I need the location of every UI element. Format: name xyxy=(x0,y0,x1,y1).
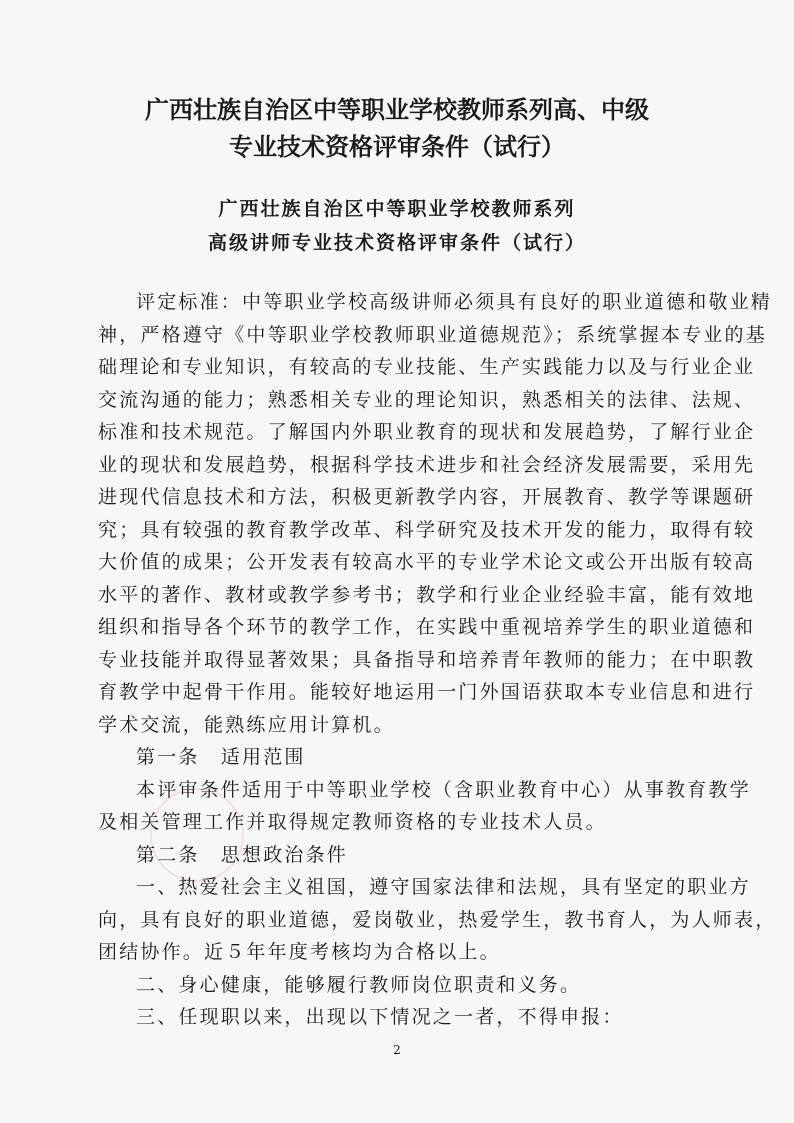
article-heading: 第一条 适用范围 xyxy=(136,746,306,768)
body-line: 学术交流，能熟练应用计算机。 xyxy=(98,713,395,736)
body-line: 三、任现职以来，出现以下情况之一者，不得申报： xyxy=(136,1006,624,1028)
body-line: 标准和技术规范。了解国内外职业教育的现状和发展趋势，了解行业企 xyxy=(98,421,756,443)
body-line: 二、身心健康，能够履行教师岗位职责和义务。 xyxy=(136,973,582,996)
body-line: 业的现状和发展趋势，根据科学技术进步和社会经济发展需要，采用先 xyxy=(98,453,756,476)
document-title-line-1: 广西壮族自治区中等职业学校教师系列高、中级 xyxy=(145,95,649,124)
body-line: 团结协作。近５年年度考核均为合格以上。 xyxy=(98,941,501,963)
body-line: 究；具有较强的教育教学改革、科学研究及技术开发的能力，取得有较 xyxy=(98,518,756,541)
body-line: 本评审条件适用于中等职业学校（含职业教育中心）从事教育教学 xyxy=(136,778,751,801)
body-line: 专业技能并取得显著效果；具备指导和培养青年教师的能力；在中职教 xyxy=(98,648,756,671)
body-line: 评定标准：中等职业学校高级讲师必须具有良好的职业道德和敬业精 xyxy=(136,291,773,313)
body-line: 育教学中起骨干作用。能较好地运用一门外国语获取本专业信息和进行 xyxy=(98,681,756,703)
body-line: 组织和指导各个环节的教学工作，在实践中重视培养学生的职业道德和 xyxy=(98,616,756,638)
body-line: 水平的著作、教材或教学参考书；教学和行业企业经验丰富，能有效地 xyxy=(98,583,756,606)
body-line: 向，具有良好的职业道德，爱岗敬业，热爱学生，教书育人，为人师表， xyxy=(98,908,777,931)
document-body xyxy=(98,286,777,1034)
section-title-line-1: 广西壮族自治区中等职业学校教师系列 xyxy=(218,198,576,220)
body-line: 大价值的成果；公开发表有较高水平的专业学术论文或公开出版有较高 xyxy=(98,551,756,573)
article-heading: 第二条 思想政治条件 xyxy=(136,843,349,866)
body-line: 一、热爱社会主义祖国，遵守国家法律和法规，具有坚定的职业方 xyxy=(136,876,751,898)
body-line: 进现代信息技术和方法，积极更新教学内容，开展教育、教学等课题研 xyxy=(98,486,756,508)
document-title-line-2: 专业技术资格评审条件（试行） xyxy=(229,132,565,161)
page-number: 2 xyxy=(393,1043,401,1057)
body-line: 交流沟通的能力；熟悉相关专业的理论知识，熟悉相关的法律、法规、 xyxy=(98,388,756,411)
section-title-line-2: 高级讲师专业技术资格评审条件（试行） xyxy=(207,232,586,254)
body-line: 及相关管理工作并取得规定教师资格的专业技术人员。 xyxy=(98,811,607,833)
body-line: 神，严格遵守《中等职业学校教师职业道德规范》；系统掌握本专业的基 xyxy=(98,323,767,346)
body-line: 础理论和专业知识，有较高的专业技能、生产实践能力以及与行业企业 xyxy=(98,356,756,378)
